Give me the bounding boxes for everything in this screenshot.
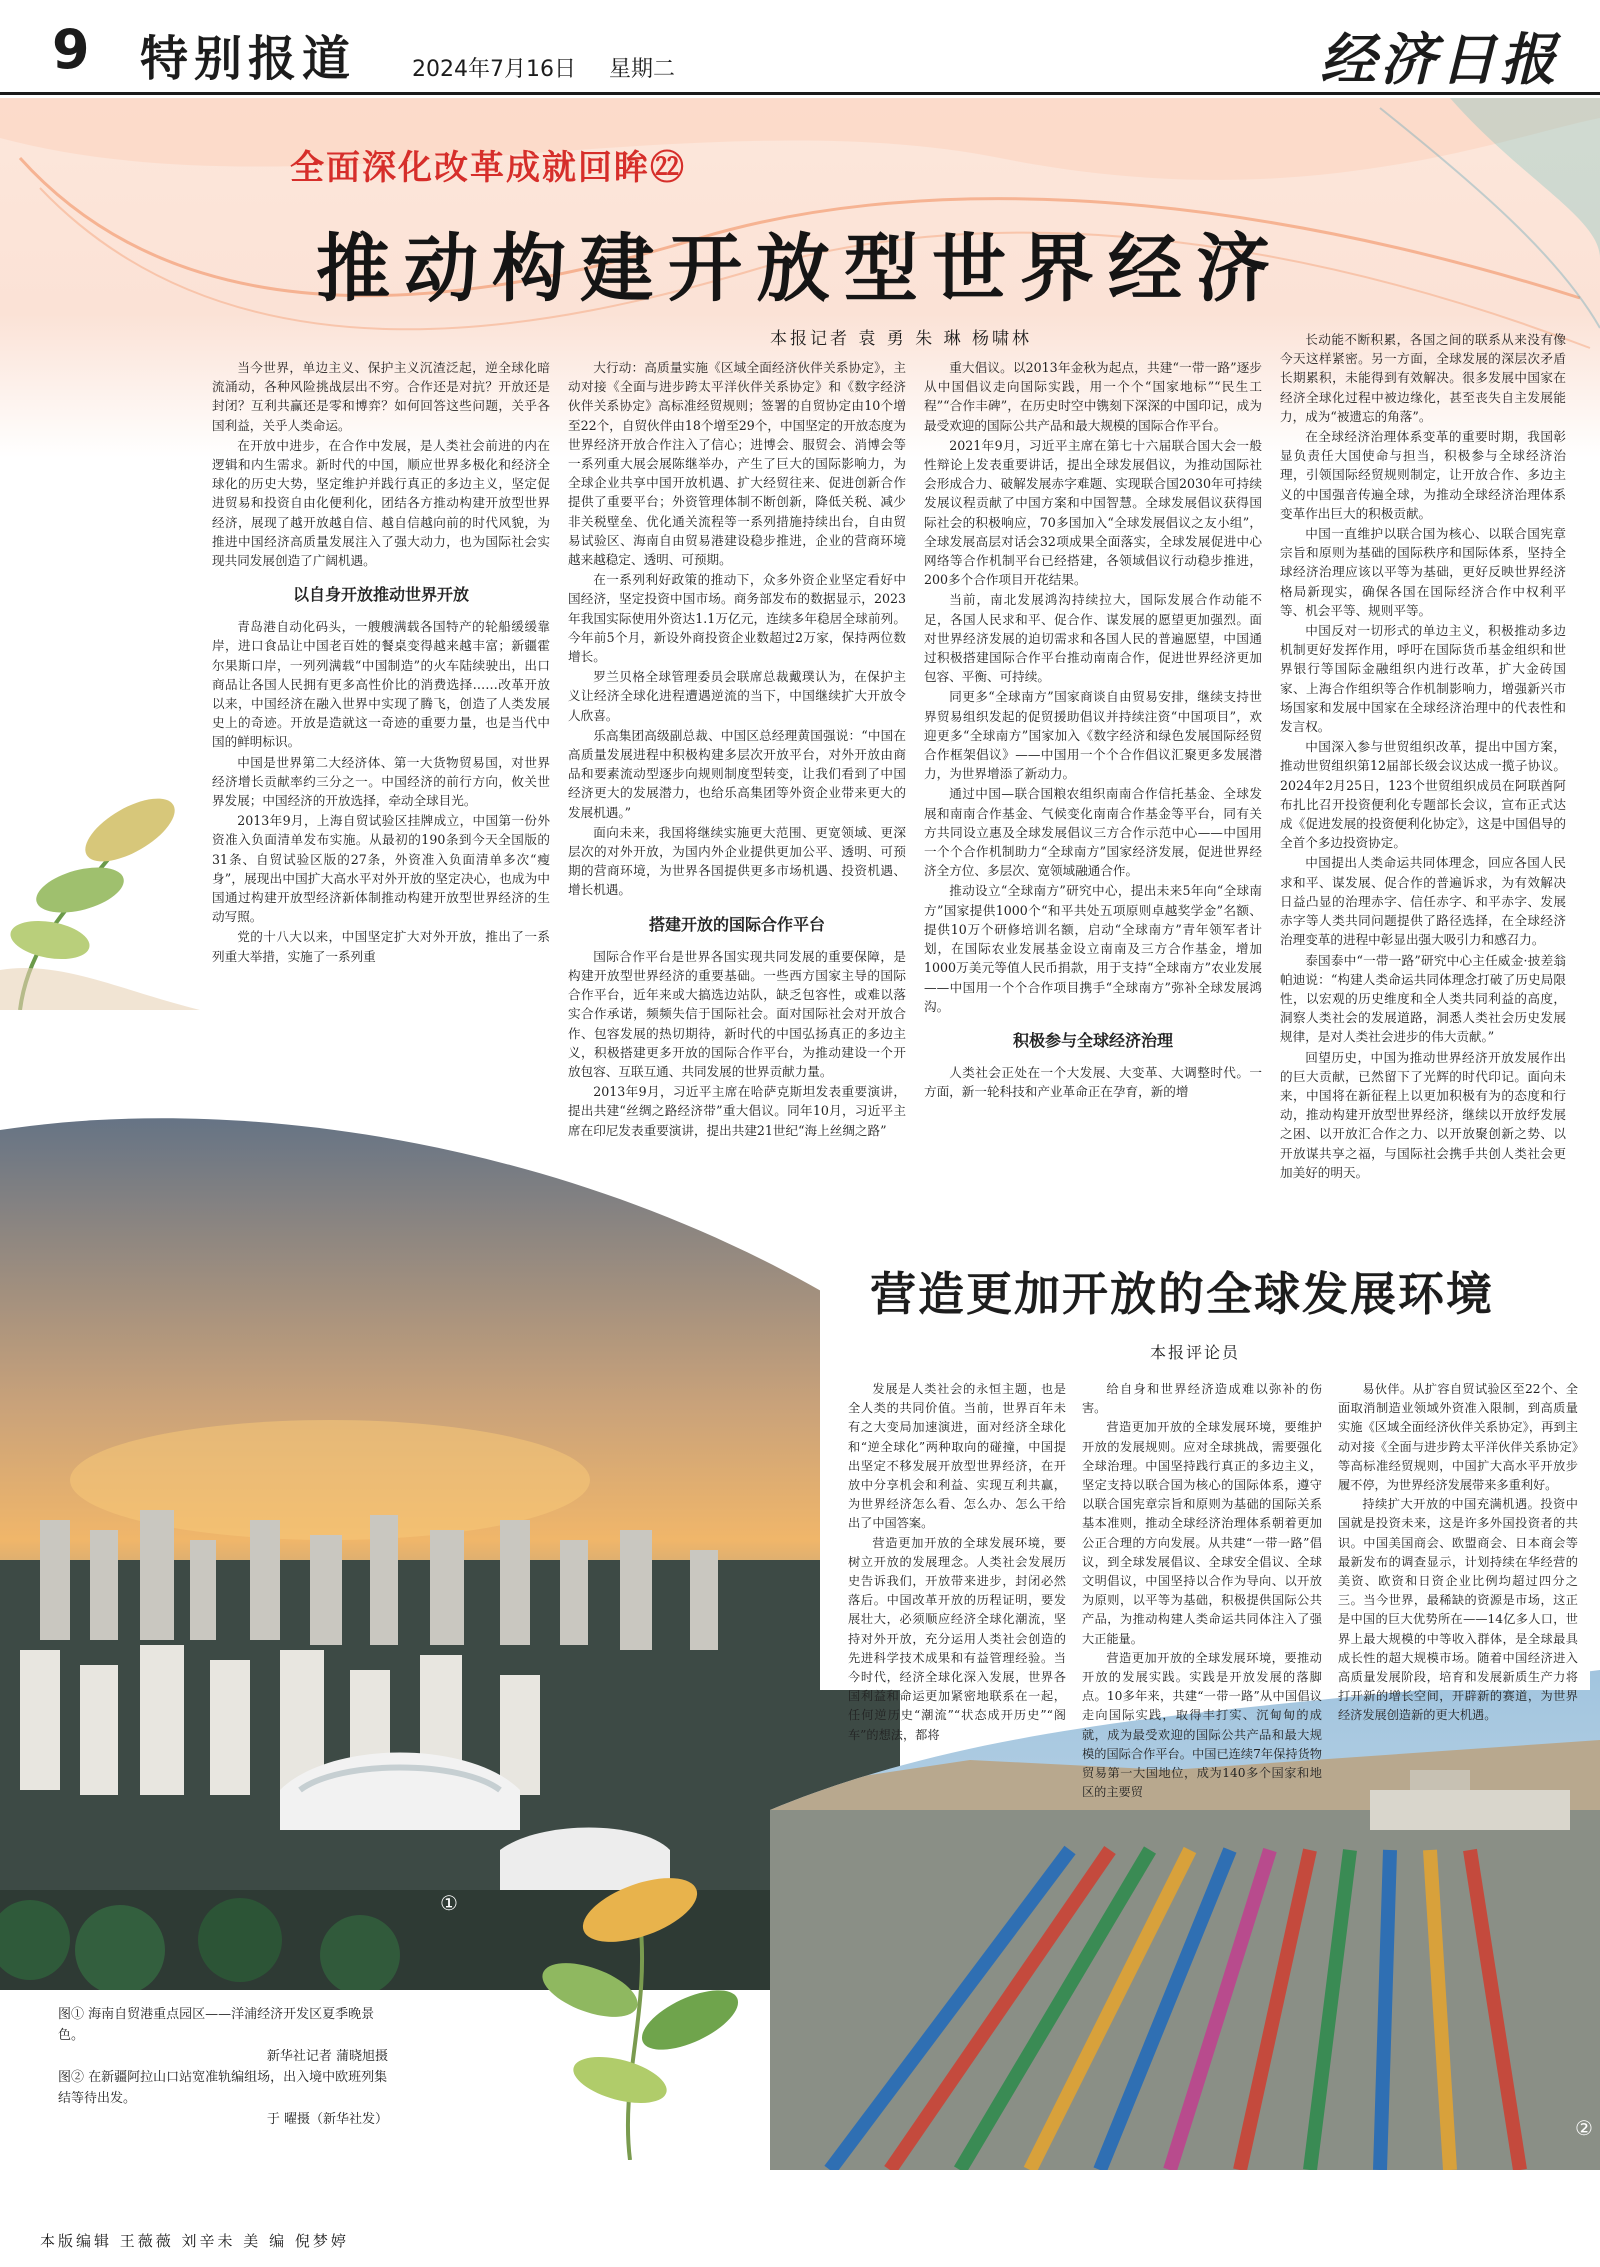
paragraph: 泰国泰中“一带一路”研究中心主任威金·披差翁帕迪说：“构建人类命运共同体理念打破了历史局限性，以宏观的历史维度和全人类共同利益的高度，洞察人类社会的发展道路，洞悉人类社会历史发展规律，是对人类社会进步的伟大贡献。” [1280,952,1566,1045]
paragraph: 党的十八大以来，中国坚定扩大对外开放，推出了一系列重大举措，实施了一系列重 [212,929,550,964]
paragraph: 易伙伴。从扩容自贸试验区至22个、全面取消制造业领域外资准入限制，到高质量实施《区域全面经济伙伴关系协定》，再到主动对接《全面与进步跨太平洋伙伴关系协定》等高标准经贸规则，中国扩大高水平开放步履不停，为世界经济发展带来多重利好。 [1338,1382,1578,1493]
paragraph: 营造更加开放的全球发展环境，要树立开放的发展理念。人类社会发展历史告诉我们，开放带来进步，封闭必然落后。中国改革开放的历程证明，要发展壮大，必须顺应经济全球化潮流，坚持对外开放，充分运用人类社会创造的先进科学技术成果和有益管理经验。当今时代，经济全球化深入发展，世界各国利益和命运更加紧密地联系在一起，任何逆历史“潮流”“状态成开历史”“阁车”的想法，都将 [848,1535,1066,1742]
paragraph: 回望历史，中国为推动世界经济开放发展作出的巨大贡献，已然留下了光辉的时代印记。面向未来，中国将在新征程上以更加积极有为的态度和行动，推动构建开放型世界经济，继续以开放纾发展之困、以开放汇合作之力、以开放聚创新之势、以开放谋共享之福，与国际社会携手共创人类社会更加美好的明天。 [1280,1049,1566,1180]
date: 2024年7月16日 [412,57,576,82]
subheading-1: 以自身开放推动世界开放 [292,585,469,605]
photo-captions [58,2004,388,2130]
commentary-byline: 本报评论员 [1150,1343,1241,1362]
paragraph: 重大倡议。以2013年金秋为起点，共建“一带一路”逐步从中国倡议走向国际实践，用一个个“国家地标”“民生工程”“合作丰碑”，在历史时空中镌刻下深深的中国印记，成为最受欢迎的国际公共产品和最大规模的国际合作平台。 [924,360,1262,433]
paragraph: 2021年9月，习近平主席在第七十六届联合国大会一般性辩论上发表重要讲话，提出全球发展倡议，为推动国际社会形成合力、破解发展赤字难题、实现联合国2030年可持续发展议程贡献了中国方案和中国智慧。全球发展倡议获得国际社会的积极响应，70多国加入“全球发展倡议之友小组”，全球发展高层对话会32项成果全面落实，全球发展促进中心网络等合作机制平台已经搭建，各领域倡议行动稳步推进，200多个合作项目开花结果。 [924,437,1262,588]
paragraph: 人类社会正处在一个大发展、大变革、大调整时代。一方面，新一轮科技和产业革命正在孕育，新的增 [924,1064,1262,1100]
caption-2-credit: 于 曜摄（新华社发） [266,2112,388,2127]
photo-yangpu-city [0,1090,900,1990]
paragraph: 同更多“全球南方”国家商谈自由贸易安排，继续支持世界贸易组织发起的促贸援助倡议并持续注资“中国项目”，欢迎更多“全球南方”国家加入《数字经济和绿色发展国际经贸合作框架倡议》——中国用一个个合作倡议汇聚更多发展潜力，为世界增添了新动力。 [924,689,1262,782]
paragraph: 在全球经济治理体系变革的重要时期，我国彰显负责任大国使命与担当，积极参与全球经济治理，引领国际经贸规则制定，让开放合作、多边主义的中国强音传遍全球，为推动全球经济治理体系变革作出巨大的积极贡献。 [1280,429,1566,521]
paragraph: 乐高集团高级副总裁、中国区总经理黄国强说：“中国在高质量发展进程中积极构建多层次开放平台，对外开放由商品和要素流动型逐步向规则制度型转变，让我们看到了中国经济更大的发展潜力，也给乐高集团等外资企业带来更大的发展机遇。” [568,727,906,820]
article-column-3 [924,358,1262,1102]
paragraph: 营造更加开放的全球发展环境，要维护开放的发展规则。应对全球挑战，需要强化全球治理。中国坚持践行真正的多边主义，坚定支持以联合国为核心的国际体系，遵守以联合国宪章宗旨和原则为基础的国际关系基本准则，推动全球经济治理体系朝着更加公正合理的方向发展。从共建“一带一路”倡议，到全球发展倡议、全球安全倡议、全球文明倡议，中国坚持以合作为导向、以开放为原则，以平等为基础，积极提供国际公共产品，为推动构建人类命运共同体注入了强大正能量。 [1082,1420,1322,1646]
paragraph: 营造更加开放的全球发展环境，要推动开放的发展实践。实践是开放发展的落脚点。10多年来，共建“一带一路”从中国倡议走向国际实践，取得丰打实、沉甸甸的成就，成为最受欢迎的国际公共产品和最大规模的国际合作平台。中国已连续7年保持货物贸易第一大国地位，成为140多个国家和地区的主要贸 [1082,1650,1322,1800]
editor-credits: 本版编辑 王薇薇 刘辛未 美 编 倪梦婷 [40,2232,349,2250]
article-column-4 [1280,330,1566,1183]
paragraph: 持续扩大开放的中国充满机遇。投资中国就是投资未来，这是许多外国投资者的共识。中国美国商会、欧盟商会、日本商会等最新发布的调查显示，计划持续在华经营的美资、欧资和日资企业比例均超过四分之三。当今世界，最稀缺的资源是市场，这正是中国的巨大优势所在——14亿多人口，世界上最大规模的中等收入群体，是全球最具成长性的超大规模市场。随着中国经济进入高质量发展阶段，培育和发展新质生产力将打开新的增长空间，开辟新的赛道，为世界经济发展创造新的更大机遇。 [1338,1497,1578,1723]
paragraph: 中国深入参与世贸组织改革，提出中国方案，推动世贸组织第12届部长级会议达成一揽子协议。2024年2月25日，123个世贸组织成员在阿联酋阿布扎比召开投资便利化专题部长会议，宣布正式达成《促进发展的投资便利化协定》，这是中国倡导的全首个多边投资协定。 [1280,739,1566,851]
article-column-2 [568,358,906,1141]
masthead-logo: 经济日报 [1320,27,1560,93]
dateline [412,52,701,83]
paragraph: 国际合作平台是世界各国实现共同发展的重要保障，是构建开放型世界经济的重要基础。一些西方国家主导的国际合作平台，近年来或大搞选边站队，缺乏包容性，或难以落实合作承诺，频频失信于国际社会。面对国际社会对开放合作、包容发展的热切期待，新时代的中国弘扬真正的多边主义，积极搭建更多开放的国际合作平台，为推动建设一个开放包容、互联互通、共同发展的世界贡献力量。 [568,948,906,1079]
main-byline: 本报记者 袁 勇 朱 琳 杨啸林 [770,329,1033,349]
caption-1: 图① 海南自贸港重点园区——洋浦经济开发区夏季晚景色。 [58,2007,375,2043]
paragraph: 推动设立“全球南方”研究中心，提出未来5年向“全球南方”国家提供1000个“和平共处五项原则卓越奖学金”名额、提供10万个研修培训名额，启动“全球南方”青年领军者计划，在国际农业发展基金设立南南及三方合作基金，增加1000万美元等值人民币捐款，用于支持“全球南方”农业发展——中国用一个个合作项目携手“全球南方”弥补全球发展鸿沟。 [924,883,1262,1014]
paragraph: 2013年9月，习近平主席在哈萨克斯坦发表重要演讲，提出共建“丝绸之路经济带”重大倡议。同年10月，习近平主席在印尼发表重要演讲，提出共建21世纪“海上丝绸之路” [568,1084,906,1138]
photo-1-number: ① [440,1891,458,1915]
article-column-1 [212,358,550,967]
page-number: 9 [52,18,90,81]
paragraph: 中国一直维护以联合国为核心、以联合国宪章宗旨和原则为基础的国际秩序和国际体系，坚持全球经济治理应该以平等为基础，更好反映世界经济格局新现实，确保各国在国际经济合作中权利平等、机会平等、规则平等。 [1280,526,1566,618]
caption-2: 图② 在新疆阿拉山口站宽准轨编组场，出入境中欧班列集结等待出发。 [58,2070,388,2106]
page-header [0,0,1600,95]
paragraph: 当今世界，单边主义、保护主义沉渣泛起，逆全球化暗流涌动，各种风险挑战层出不穷。合作还是对抗？开放还是封闭？互利共赢还是零和博弈？如何回答这些问题，关乎各国利益，关乎人类命运。 [212,360,550,433]
paragraph: 2013年9月，上海自贸试验区挂牌成立，中国第一份外资准入负面清单发布实施。从最初的190条到今天全国版的31条、自贸试验区版的27条，外资准入负面清单多次“瘦身”，展现出中国扩大高水平对外开放的坚定决心，也成为中国通过构建开放型经济新体制推动构建开放型世界经济的生动写照。 [212,813,550,925]
commentary-column-1 [848,1380,1066,1745]
paragraph: 中国是世界第二大经济体、第一大货物贸易国，对世界经济增长贡献率约三分之一。中国经济的前行方向，攸关世界发展；中国经济的开放选择，牵动全球目光。 [212,754,550,809]
photo-2-number: ② [1575,2116,1593,2140]
paragraph: 在一系列利好政策的推动下，众多外资企业坚定看好中国经济，坚定投资中国市场。商务部发布的数据显示，2023年我国实际使用外资达1.1万亿元，连续多年稳居全球前列。今年前5个月，新设外商投资企业数超过2万家，保持两位数增长。 [568,572,906,665]
weekday: 星期二 [608,57,675,82]
commentary-column-3 [1338,1380,1578,1726]
paragraph: 当前，南北发展鸿沟持续拉大，国际发展合作动能不足，各国人民求和平、促合作、谋发展的愿望更加强烈。面对世界经济发展的迫切需求和各国人民的普遍愿望，中国通过积极搭建国际合作平台推动南南合作，促进世界经济更加包容、平衡、可持续。 [924,592,1262,685]
decorative-plant-bottom [520,1860,760,2160]
paragraph: 发展是人类社会的永恒主题，也是全人类的共同价值。当前，世界百年未有之大变局加速演进，面对经济全球化和“逆全球化”两种取向的碰撞，中国提出坚定不移发展开放型世界经济，在开放中分享机会和利益、实现互利共赢，为世界经济怎么看、怎么办、怎么干给出了中国答案。 [848,1382,1066,1531]
commentary-column-2 [1082,1380,1322,1802]
subheading-3: 积极参与全球经济治理 [1012,1030,1173,1050]
caption-1-credit: 新华社记者 蒲晓旭摄 [266,2049,388,2064]
section-name: 特别报道 [140,31,357,87]
paragraph: 给自身和世界经济造成难以弥补的伤害。 [1082,1382,1322,1416]
paragraph: 通过中国—联合国粮农组织南南合作信托基金、全球发展和南南合作基金、气候变化南南合作基金等平台，同有关方共同设立惠及全球发展倡议三方合作示范中心——中国用一个个合作机制助力“全球南方”国家经济发展，促进世界经济全方位、多层次、宽领域融通合作。 [924,786,1262,879]
paragraph: 中国提出人类命运共同体理念，回应各国人民求和平、谋发展、促合作的普遍诉求，为有效解决日益凸显的治理赤字、信任赤字、和平赤字、发展赤字等人类共同问题提供了路径选择，在全球经济治理变革的进程中彰显出强大吸引力和感召力。 [1280,855,1566,948]
paragraph: 青岛港自动化码头，一艘艘满载各国特产的轮船缓缓靠岸，进口食品让中国老百姓的餐桌变得越来越丰富；新疆霍尔果斯口岸，一列列满载“中国制造”的火车陆续驶出，出口商品让各国人民拥有更多高性价比的消费选择……改革开放以来，中国经济在融入世界中实现了腾飞，创造了人类发展史上的奇迹。开放是造就这一奇迹的重要力量，也是当代中国的鲜明标识。 [212,619,550,750]
paragraph: 长动能不断积累，各国之间的联系从来没有像今天这样紧密。另一方面，全球发展的深层次矛盾长期累积，未能得到有效解决。很多发展中国家在经济全球化过程中被边缘化，甚至丧失自主发展能力，成为“被遗忘的角落”。 [1280,332,1566,424]
paragraph: 大行动：高质量实施《区域全面经济伙伴关系协定》，主动对接《全面与进步跨太平洋伙伴关系协定》和《数字经济伙伴关系协定》高标准经贸规则；签署的自贸协定由10个增至22个，自贸伙伴由18个增至29个，中国坚定的开放态度为世界经济开放合作注入了信心；进博会、服贸会、消博会等一系列重大展会展陈继举办，产生了巨大的国际影响力，为全球企业共享中国开放机遇、扩大经贸往来、促进创新合作提供了重要平台；外资管理体制不断创新，降低关税、减少非关税壁垒、优化通关流程等一系列措施持续出台，自由贸易试验区、海南自由贸易港建设稳步推进，企业的营商环境越来越稳定、透明、可预期。 [568,360,906,568]
decorative-plant-left [0,770,200,1010]
paragraph: 罗兰贝格全球管理委员会联席总裁戴璞认为，在保护主义让经济全球化进程遭遇逆流的当下，中国继续扩大开放令人欣喜。 [568,669,906,723]
paragraph: 在开放中进步，在合作中发展，是人类社会前进的内在逻辑和内生需求。新时代的中国，顺应世界多极化和经济全球化的历史大势，坚定维护并践行真正的多边主义，坚定促进贸易和投资自由化便利化，团结各方推动构建开放型世界经济，展现了越开放越自信、越自信越向前的时代风貌，为推进中国经济高质量发展注入了强大动力，也为国际社会实现共同发展创造了广阔机遇。 [212,437,550,569]
subheading-2: 搭建开放的国际合作平台 [648,914,825,934]
paragraph: 面向未来，我国将继续实施更大范围、更宽领域、更深层次的对外开放，为国内外企业提供更加公平、透明、可预期的营商环境，为世界各国提供更多市场机遇、投资机遇、增长机遇。 [568,824,906,898]
paragraph: 中国反对一切形式的单边主义，积极推动多边机制更好发挥作用，呼吁在国际货币基金组织和世界银行等国际金融组织内进行改革，扩大金砖国家、上海合作组织等合作机制影响力，增强新兴市场国家和发展中国家在全球经济治理中的代表性和发言权。 [1280,623,1566,735]
city-illustration [0,1090,900,1990]
commentary-title: 营造更加开放的全球发展环境 [870,1267,1494,1321]
main-headline: 推动构建开放型世界经济 [316,226,1284,312]
series-label: 全面深化改革成就回眸㉒ [290,148,686,188]
